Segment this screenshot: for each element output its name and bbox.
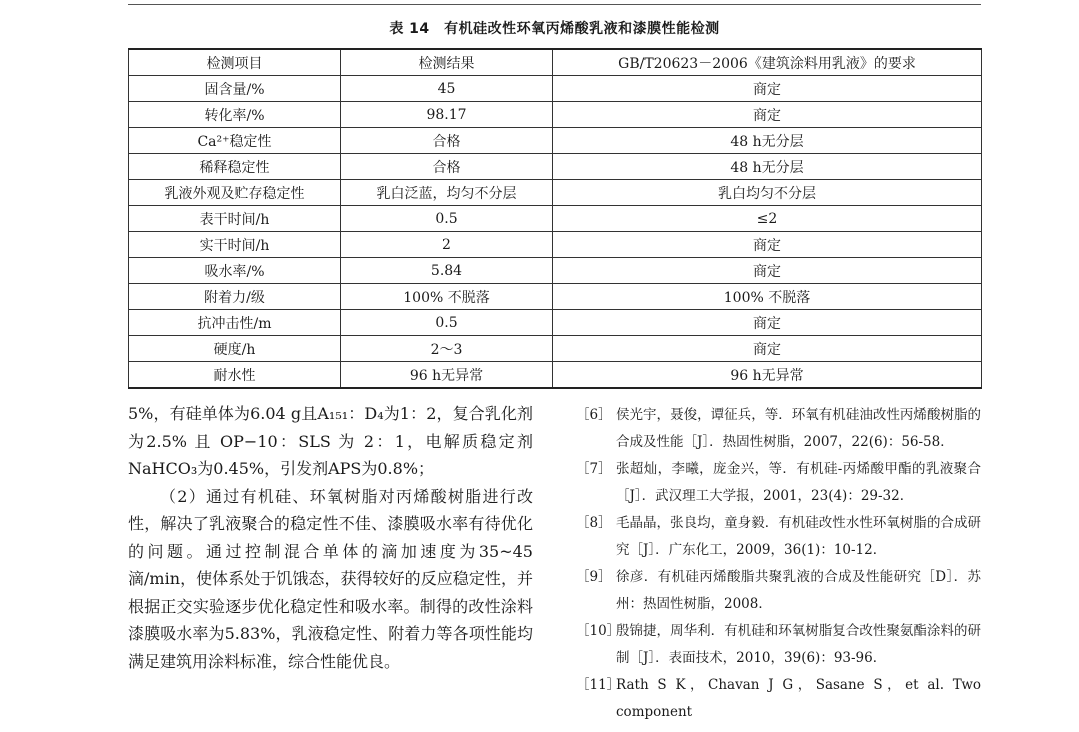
cell-item: 乳液外观及贮存稳定性: [129, 180, 341, 206]
top-rule: [128, 4, 981, 5]
table-row: [129, 336, 982, 362]
reference-number: ［6］: [576, 407, 612, 423]
cell-result: 100% 不脱落: [341, 284, 553, 310]
cell-requirement: ≤2: [553, 206, 982, 232]
header-item: 检测项目: [129, 49, 341, 76]
cell-result: 45: [341, 76, 553, 102]
reference-list: [576, 402, 981, 726]
cell-item: 实干时间/h: [129, 232, 341, 258]
cell-requirement: 96 h无异常: [553, 362, 982, 389]
reference-number: ［7］: [576, 461, 612, 477]
table-row: [129, 310, 982, 336]
cell-item: 稀释稳定性: [129, 154, 341, 180]
reference-number: ［8］: [576, 515, 612, 531]
cell-item: 转化率/%: [129, 102, 341, 128]
cell-result: 2～3: [341, 336, 553, 362]
cell-result: 96 h无异常: [341, 362, 553, 389]
cell-requirement: 商定: [553, 232, 982, 258]
cell-item: 抗冲击性/m: [129, 310, 341, 336]
header-requirement: GB/T20623－2006《建筑涂料用乳液》的要求: [553, 49, 982, 76]
reference-text: 张超灿，李曦，庞金兴，等．有机硅-丙烯酸甲酯的乳液聚合［J］．武汉理工大学报，2001，23(4)：29-32．: [616, 461, 981, 504]
cell-item: 固含量/%: [129, 76, 341, 102]
header-result: 检测结果: [341, 49, 553, 76]
cell-requirement: 商定: [553, 258, 982, 284]
reference-item: [576, 510, 981, 564]
cell-requirement: 48 h无分层: [553, 128, 982, 154]
table-caption: 表 14 有机硅改性环氧丙烯酸乳液和漆膜性能检测: [389, 21, 720, 37]
reference-number: ［10］: [576, 623, 621, 639]
cell-item: 吸水率/%: [129, 258, 341, 284]
cell-result: 5.84: [341, 258, 553, 284]
cell-result: 98.17: [341, 102, 553, 128]
cell-requirement: 商定: [553, 336, 982, 362]
cell-result: 0.5: [341, 206, 553, 232]
cell-item: 附着力/级: [129, 284, 341, 310]
table-row: [129, 362, 982, 389]
reference-text: 殷锦捷，周华利．有机硅和环氧树脂复合改性聚氨酯涂料的研制［J］．表面技术，2010，39(6)：93-96．: [616, 623, 981, 666]
cell-requirement: 100% 不脱落: [553, 284, 982, 310]
cell-item: 硬度/h: [129, 336, 341, 362]
cell-item: 表干时间/h: [129, 206, 341, 232]
cell-requirement: 商定: [553, 76, 982, 102]
reference-item: [576, 456, 981, 510]
table-row: [129, 232, 982, 258]
cell-result: 2: [341, 232, 553, 258]
cell-requirement: 乳白均匀不分层: [553, 180, 982, 206]
reference-text: 徐彦．有机硅丙烯酸脂共聚乳液的合成及性能研究［D］．苏州：热固性树脂，2008．: [616, 569, 981, 612]
reference-text: 毛晶晶，张良均，童身毅．有机硅改性水性环氧树脂的合成研究［J］．广东化工，2009，36(1)：10-12．: [616, 515, 981, 558]
table-row: [129, 180, 982, 206]
cell-item: Ca²⁺稳定性: [129, 128, 341, 154]
reference-item: [576, 402, 981, 456]
reference-text: Rath S K，Chavan J G，Sasane S，et al. Two component: [616, 677, 981, 720]
table-header-row: [129, 49, 982, 76]
cell-result: 合格: [341, 128, 553, 154]
reference-number: ［9］: [576, 569, 612, 585]
cell-result: 合格: [341, 154, 553, 180]
reference-number: ［11］: [576, 677, 621, 693]
reference-item: [576, 564, 981, 618]
performance-table: [128, 48, 982, 389]
cell-requirement: 商定: [553, 310, 982, 336]
table-row: [129, 128, 982, 154]
table-row: [129, 102, 982, 128]
table-row: [129, 284, 982, 310]
table-row: [129, 154, 982, 180]
cell-result: 0.5: [341, 310, 553, 336]
cell-requirement: 48 h无分层: [553, 154, 982, 180]
paragraph-2: （2）通过有机硅、环氧树脂对丙烯酸树脂进行改性，解决了乳液聚合的稳定性不佳、漆膜吸水率有待优化的问题。通过控制混合单体的滴加速度为35~45滴/min，使体系处于饥饿态，获得较好的反应稳定性，并根据正交实验逐步优化稳定性和吸水率。制得的改性涂料漆膜吸水率为5.83%，乳液稳定性、附着力等各项性能均满足建筑用涂料标准，综合性能优良。: [128, 486, 533, 671]
paragraph-1: 5%，有硅单体为6.04 g且A₁₅₁：D₄为1：2，复合乳化剂为2.5% 且 OP−10：SLS 为 2：1，电解质稳定剂 NaHCO₃为0.45%，引发剂APS为0.8%；: [128, 404, 533, 478]
cell-item: 耐水性: [129, 362, 341, 389]
reference-text: 侯光宇，聂俊，谭征兵，等．环氧有机硅油改性丙烯酸树脂的合成及性能［J］．热固性树脂，2007，22(6)：56-58．: [616, 407, 981, 450]
table-row: [129, 206, 982, 232]
table-row: [129, 258, 982, 284]
reference-item: [576, 618, 981, 672]
cell-requirement: 商定: [553, 102, 982, 128]
cell-result: 乳白泛蓝，均匀不分层: [341, 180, 553, 206]
reference-item: [576, 672, 981, 726]
conclusion-text: [128, 400, 533, 675]
table-row: [129, 76, 982, 102]
